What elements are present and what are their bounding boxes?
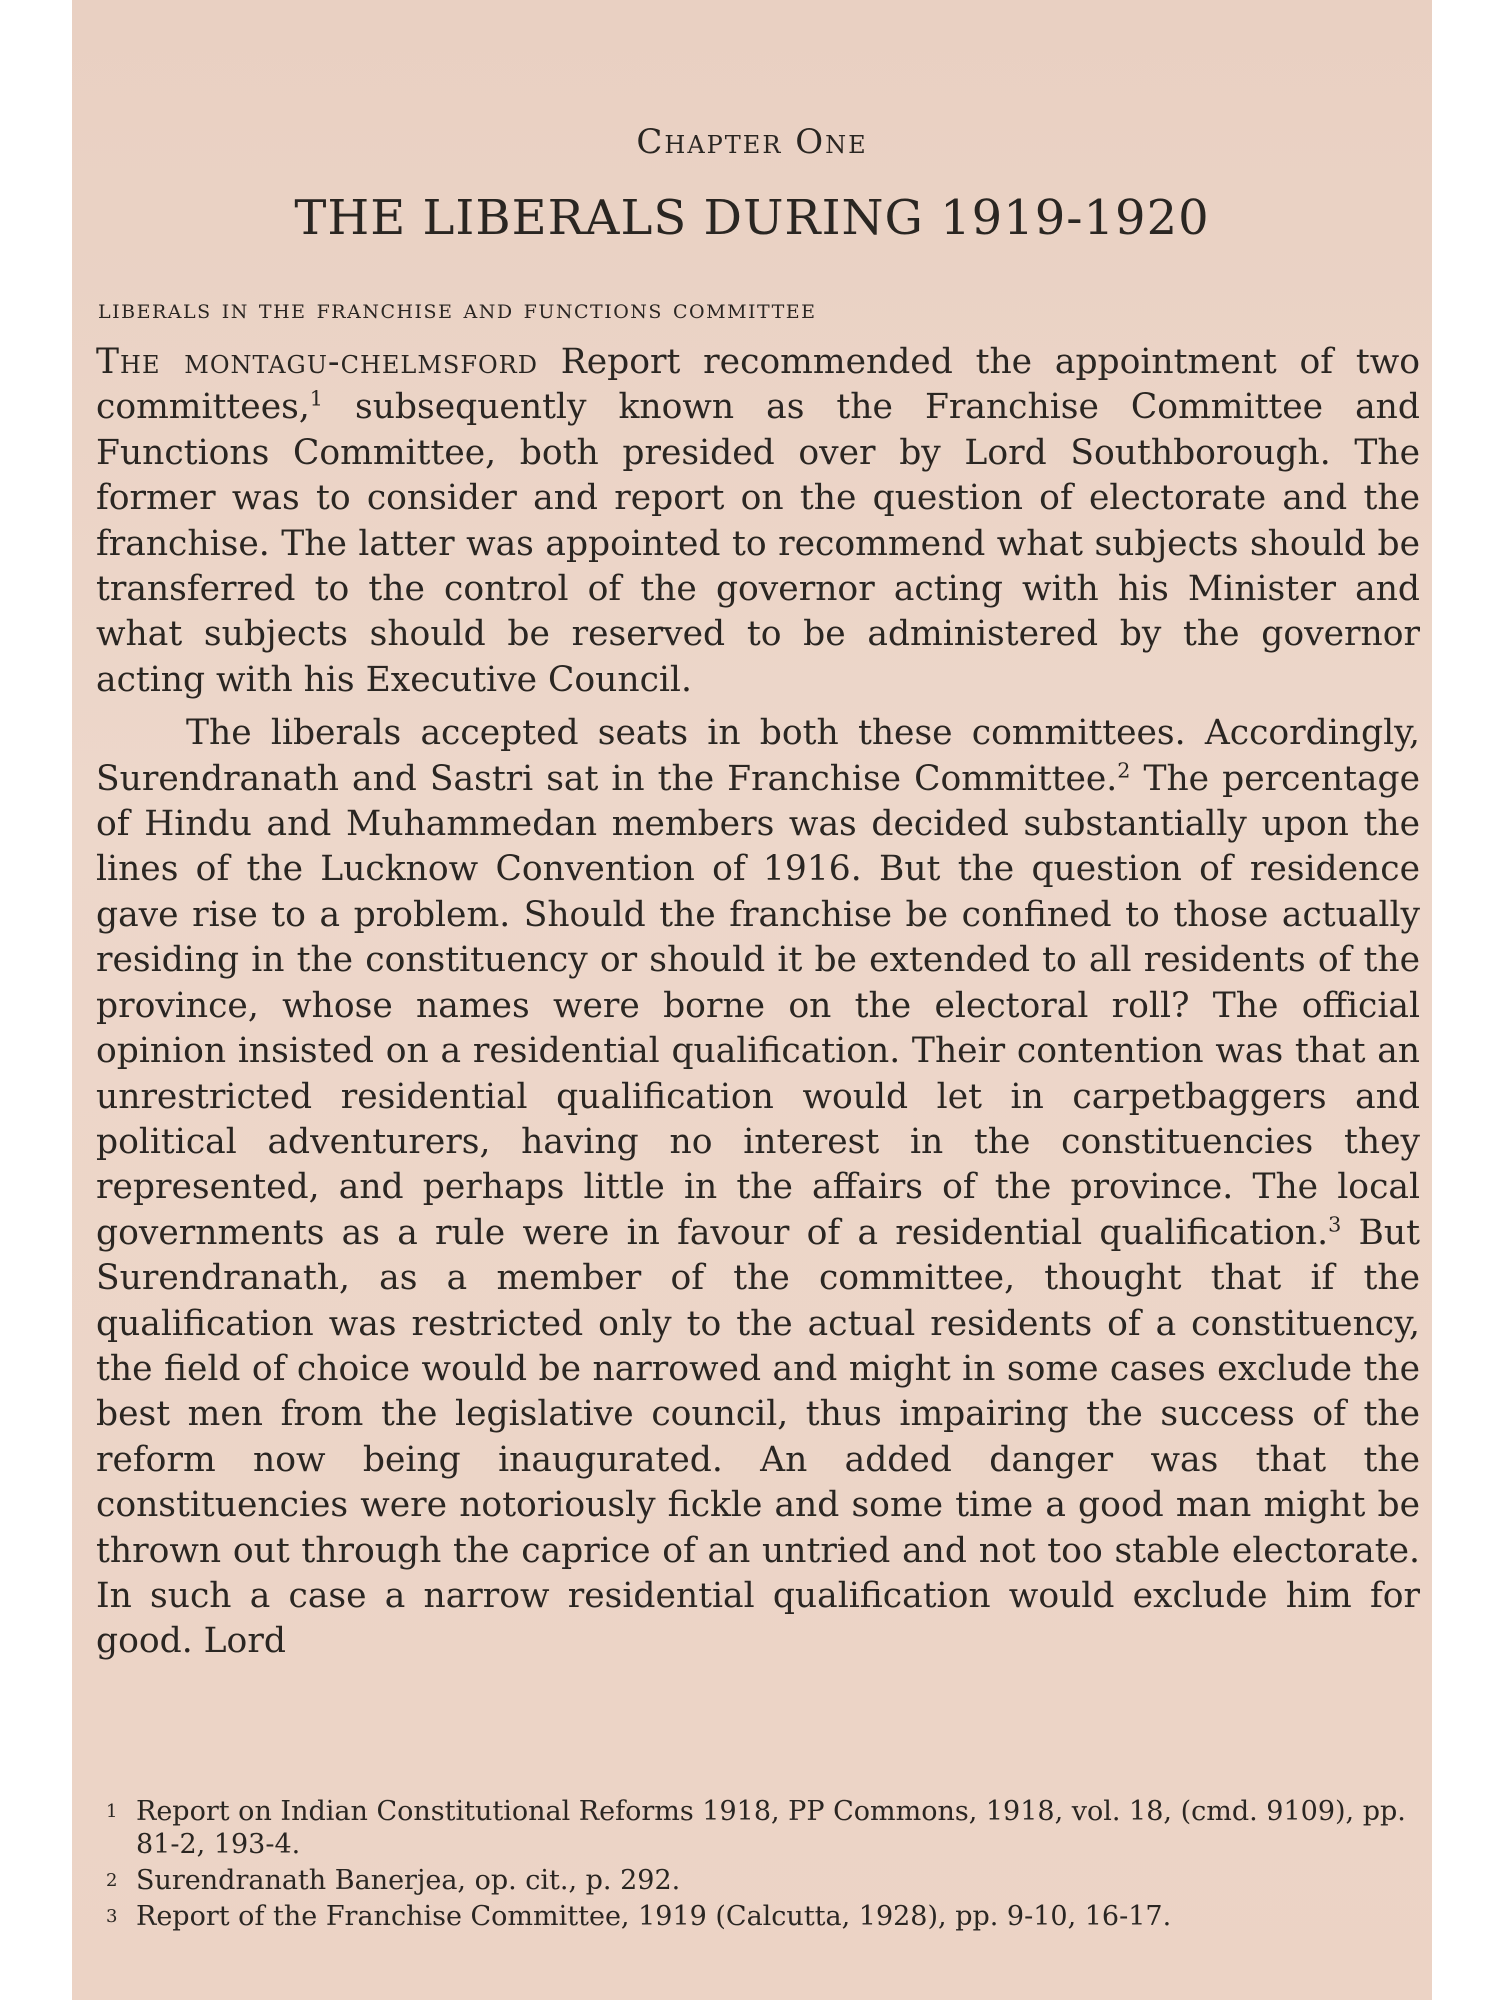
book-page: [72, 0, 1432, 2000]
paragraph-text: The liberals accepted seats in both these committees. Accordingly, Surendranath and Sastri sat in the Franchise Committee.: [96, 713, 1420, 799]
footnote-number: 2: [106, 1870, 118, 1891]
paragraph-text: subsequently known as the Franchise Committee and Functions Committee, both presided over by Lord Southborough. The former was to consider and report on the question of electorate and the franchise. The latter was appointed to recommend what subjects should be transferred to the control of the governor acting with his Minister and what subjects should be reserved to be administered by the governor acting with his Executive Council.: [96, 387, 1420, 700]
footnote-ref: 1: [309, 387, 323, 411]
footnote: [98, 1864, 1418, 1897]
paragraph-text: Report recommended the appointment of two committees,: [96, 342, 1420, 428]
footnote-number: 1: [106, 1801, 118, 1822]
footnotes: [98, 1795, 1418, 1936]
footnote-ref: 2: [1117, 758, 1131, 783]
paragraph-1: [96, 340, 1420, 703]
footnote-text: Surendranath Banerjea, op. cit., p. 292.: [136, 1865, 681, 1896]
paragraph-text: The percentage of Hindu and Muhammedan members was decided substantially upon the lines of the Lucknow Convention of 1916. But the question of residence gave rise to a problem. Should the franchise be confined to those actually residing in the constituency or should it be extended to all residents of the province, whose names were borne on the electoral roll? The official opinion insisted on a residential qualification. Their contention was that an unrestricted residential qualification would let in carpetbaggers and political adventurers, having no interest in the constituencies they represented, and perhaps little in the affairs of the province. The local governments as a rule were in favour of a residential qualification.: [96, 758, 1421, 1253]
footnote-text: Report on Indian Constitutional Reforms 1918, PP Commons, 1918, vol. 18, (cmd. 9109), pp. 81-2, 193-4.: [136, 1796, 1406, 1860]
paragraph-text: But Surendranath, as a member of the committee, thought that if the qualification was restricted only to the actual residents of a constituency, the field of choice would be narrowed and might in some cases exclude the best men from the legislative council, thus impairing the success of the reform now being inaugurated. An added danger was that the constituencies were notoriously fickle and some time a good man might be thrown out through the caprice of an untried and not too stable electorate. In such a case a narrow residential qualification would exclude him for good. Lord: [96, 1212, 1420, 1662]
body-text: [96, 340, 1420, 1665]
section-heading: liberals in the franchise and functions committee: [98, 294, 817, 325]
chapter-label: Chapter One: [636, 122, 868, 162]
footnote: [98, 1900, 1418, 1933]
footnote: [98, 1795, 1418, 1861]
paragraph-2: [96, 711, 1420, 1665]
paragraph-lead: The montagu-chelmsford: [96, 342, 538, 382]
footnote-text: Report of the Franchise Committee, 1919 (Calcutta, 1928), pp. 9-10, 16-17.: [136, 1901, 1172, 1932]
footnote-ref: 3: [1328, 1212, 1342, 1237]
footnote-number: 3: [106, 1906, 118, 1927]
chapter-title: THE LIBERALS DURING 1919-1920: [294, 190, 1210, 246]
